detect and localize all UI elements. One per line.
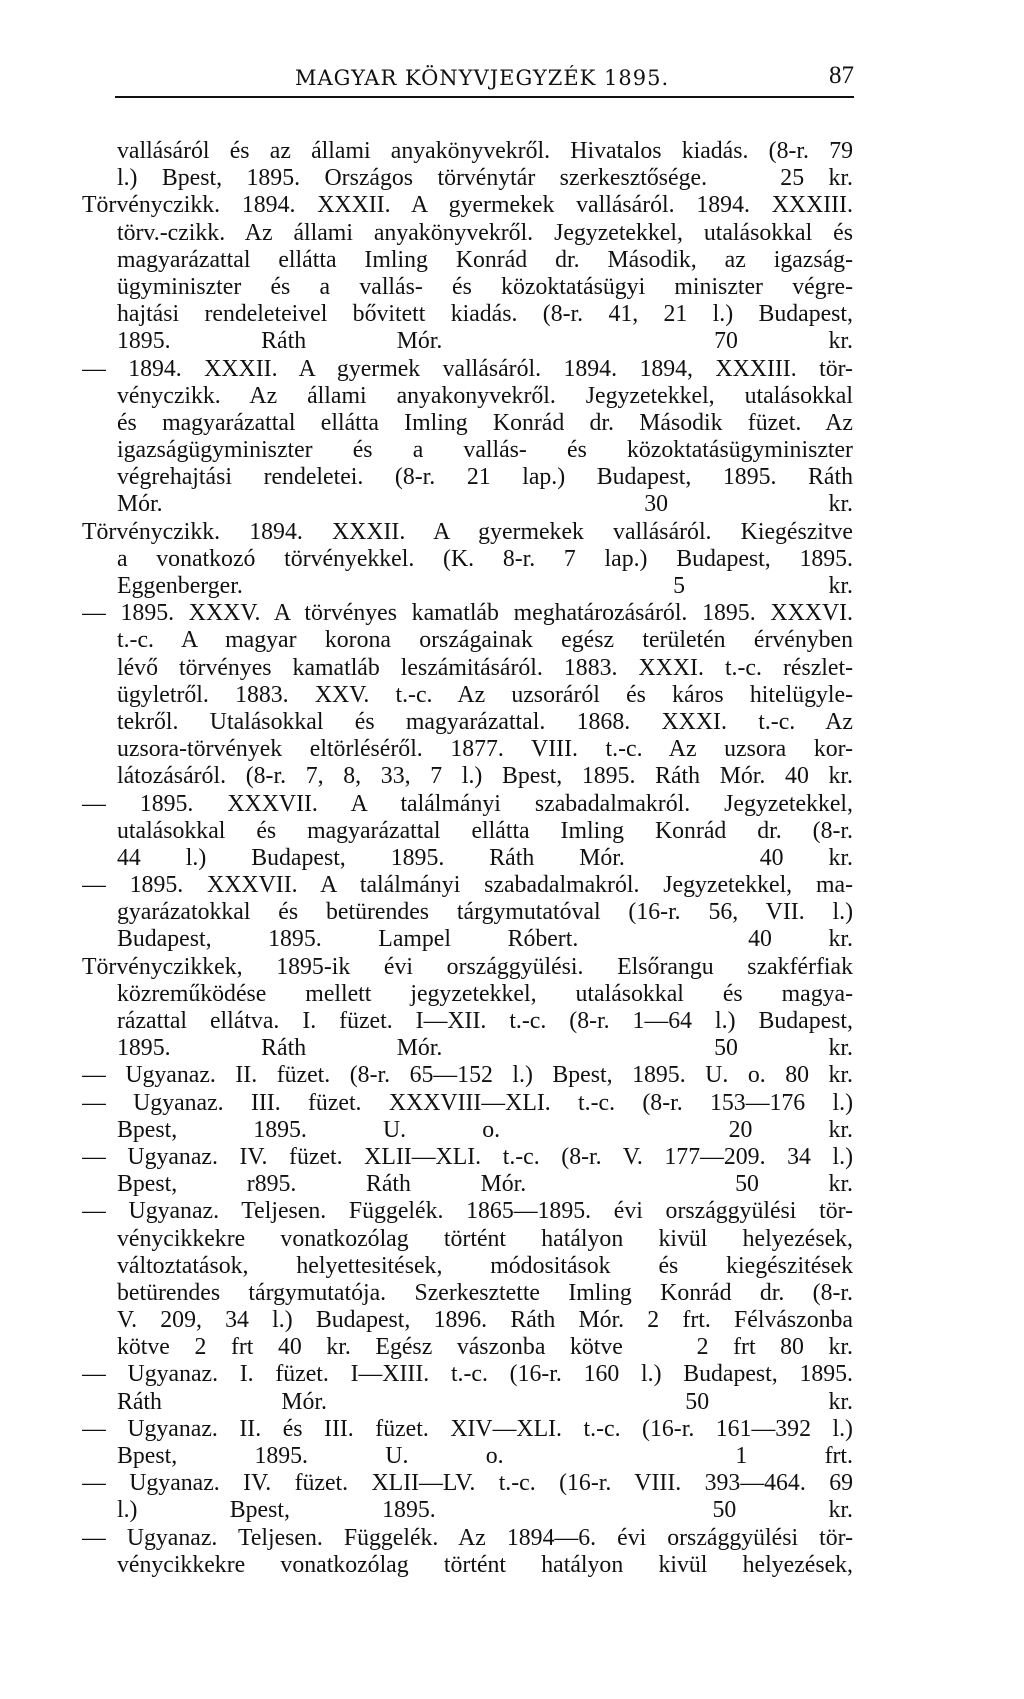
text-line: Törvényczikk. 1894. XXXII. A gyermekek vallásáról. 1894. XXXIII. xyxy=(82,192,853,219)
text-line: Bpest, 1895. U. o. 1 frt. xyxy=(117,1443,853,1469)
text-line: törv.-czikk. Az állami anyakönyvekről. Jegyzetekkel, utalásokkal és xyxy=(117,219,853,246)
text-line: 1895. Ráth Mór. 70 kr. xyxy=(117,328,853,355)
text-line: Törvényczikkek, 1895-ik évi országgyülési. Elsőrangu szakférfiak xyxy=(82,953,853,980)
text-line: vényczikk. Az állami anyakonyvekről. Jegyzetekkel, utalásokkal xyxy=(117,382,853,409)
text-line: betürendes tárgymutatója. Szerkesztette Imling Konrád dr. (8-r. xyxy=(117,1279,853,1306)
text-line: Törvényczikk. 1894. XXXII. A gyermekek vallásáról. Kiegészitve xyxy=(82,518,853,545)
text-line: — Ugyanaz. II. füzet. (8-r. 65—152 l.) Bpest, 1895. U. o. 80 kr. xyxy=(82,1062,853,1089)
text-line: t.-c. A magyar korona országainak egész területén érvényben xyxy=(117,627,853,654)
text-line: hajtási rendeleteivel bővitett kiadás. (8-r. 41, 21 l.) Budapest, xyxy=(117,301,853,328)
text-line: Mór. 30 kr. xyxy=(117,491,853,518)
text-line: végrehajtási rendeletei. (8-r. 21 lap.) Budapest, 1895. Ráth xyxy=(117,464,853,491)
text-line: 44 l.) Budapest, 1895. Ráth Mór. 40 kr. xyxy=(117,844,853,871)
running-head xyxy=(115,62,854,98)
text-line: igazságügyminiszter és a vallás- és közoktatásügyminiszter xyxy=(117,437,853,464)
text-line: ügyminiszter és a vallás- és közoktatásügyi miniszter végre- xyxy=(117,273,853,300)
text-line: közreműködése mellett jegyzetekkel, utalásokkal és magya- xyxy=(117,980,853,1007)
text-line: l.) Bpest, 1895. 50 kr. xyxy=(117,1497,853,1524)
text-line: magyarázattal ellátta Imling Konrád dr. Második, az igazság- xyxy=(117,246,853,273)
text-line: — Ugyanaz. I. füzet. I—XIII. t.-c. (16-r. 160 l.) Budapest, 1895. xyxy=(82,1361,853,1388)
text-line: — Ugyanaz. III. füzet. XXXVIII—XLI. t.-c. (8-r. 153—176 l.) xyxy=(82,1089,853,1116)
text-line: — Ugyanaz. Teljesen. Függelék. Az 1894—6. évi országgyülési tör- xyxy=(82,1524,853,1551)
text-line: — 1895. XXXVII. A találmányi szabadalmakról. Jegyzetekkel, xyxy=(82,790,853,817)
text-line: — 1895. XXXV. A törvényes kamatláb meghatározásáról. 1895. XXXVI. xyxy=(82,600,853,627)
running-title: MAGYAR KÖNYVJEGYZÉK 1895. xyxy=(295,66,670,90)
text-line: ügyletről. 1883. XXV. t.-c. Az uzsoráról és káros hitelügyle- xyxy=(117,681,853,708)
text-line: vénycikkekre vonatkozólag történt hatályon kivül helyezések, xyxy=(117,1225,853,1252)
text-line: Bpest, 1895. U. o. 20 kr. xyxy=(117,1116,853,1143)
text-line: vénycikkekre vonatkozólag történt hatályon kivül helyezések, xyxy=(117,1551,853,1578)
catalogue-text xyxy=(82,138,853,1579)
text-line: Ráth Mór. 50 kr. xyxy=(117,1388,853,1415)
text-line: tekről. Utalásokkal és magyarázattal. 1868. XXXI. t.-c. Az xyxy=(117,708,853,735)
text-line: kötve 2 frt 40 kr. Egész vászonba kötve 2 frt 80 kr. xyxy=(117,1334,853,1361)
text-line: — Ugyanaz. Teljesen. Függelék. 1865—1895. évi országgyülési tör- xyxy=(82,1198,853,1225)
text-line: vallásáról és az állami anyakönyvekről. Hivatalos kiadás. (8-r. 79 xyxy=(117,138,853,164)
text-line: látozásáról. (8-r. 7, 8, 33, 7 l.) Bpest, 1895. Ráth Mór. 40 kr. xyxy=(117,763,853,790)
text-line: rázattal ellátva. I. füzet. I—XII. t.-c. (8-r. 1—64 l.) Budapest, xyxy=(117,1008,853,1034)
text-line: Bpest, r895. Ráth Mór. 50 kr. xyxy=(117,1171,853,1198)
text-line: a vonatkozó törvényekkel. (K. 8-r. 7 lap.) Budapest, 1895. xyxy=(117,545,853,572)
text-line: — 1895. XXXVII. A találmányi szabadalmakról. Jegyzetekkel, ma- xyxy=(82,872,853,899)
text-line: — Ugyanaz. IV. füzet. XLII—XLI. t.-c. (8-r. V. 177—209. 34 l.) xyxy=(82,1143,853,1170)
text-line: l.) Bpest, 1895. Országos törvénytár szerkesztősége. 25 kr. xyxy=(117,165,853,192)
text-line: V. 209, 34 l.) Budapest, 1896. Ráth Mór. 2 frt. Félvászonba xyxy=(117,1307,853,1334)
text-line: utalásokkal és magyarázattal ellátta Imling Konrád dr. (8-r. xyxy=(117,817,853,844)
text-line: 1895. Ráth Mór. 50 kr. xyxy=(117,1035,853,1062)
page-number: 87 xyxy=(829,62,854,89)
text-line: — 1894. XXXII. A gyermek vallásáról. 1894. 1894, XXXIII. tör- xyxy=(82,355,853,382)
text-line: — Ugyanaz. II. és III. füzet. XIV—XLI. t.-c. (16-r. 161—392 l.) xyxy=(82,1415,853,1442)
text-line: gyarázatokkal és betürendes tárgymutatóval (16-r. 56, VII. l.) xyxy=(117,899,853,926)
text-line: és magyarázattal ellátta Imling Konrád dr. Második füzet. Az xyxy=(117,409,853,436)
text-line: lévő törvényes kamatláb leszámitásáról. 1883. XXXI. t.-c. részlet- xyxy=(117,654,853,681)
text-line: — Ugyanaz. IV. füzet. XLII—LV. t.-c. (16-r. VIII. 393—464. 69 xyxy=(82,1470,853,1497)
text-line: Budapest, 1895. Lampel Róbert. 40 kr. xyxy=(117,926,853,953)
text-line: uzsora-törvények eltörléséről. 1877. VIII. t.-c. Az uzsora kor- xyxy=(117,736,853,763)
text-line: változtatások, helyettesitések, módositások és kiegészitések xyxy=(117,1252,853,1279)
text-line: Eggenberger. 5 kr. xyxy=(117,573,853,599)
